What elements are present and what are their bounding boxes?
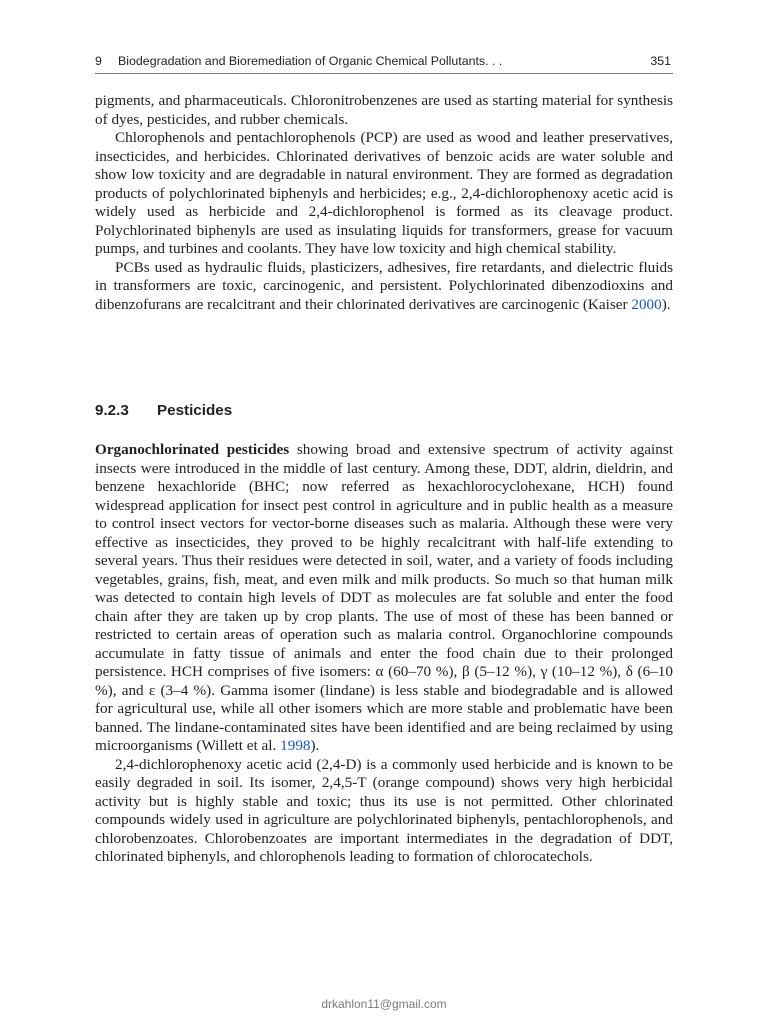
footer-watermark-email: drkahlon11@gmail.com	[321, 997, 447, 1011]
citation-link-willett-1998[interactable]: 1998	[280, 737, 311, 754]
paragraph-text: showing broad and extensive spectrum of activity against insects were introduced in the middle of last century. Among these, DDT, aldrin, dieldrin, and benzene hexachloride (BHC; now referred as hexachlorocyclohexane, HCH) found widespread application for insect pest control in agriculture and in public health as a measure to control insect vectors for vector-borne diseases such as malaria. Although these were very effective as insecticides, they proved to be highly recalcitrant with half-life extending to several years. Thus their residues were detected in soil, water, and a variety of foods including vegetables, grains, fish, meat, and even milk and milk products. So much so that human milk was detected to contain high levels of DDT as molecules are fat soluble and enter the food chain after they are taken up by crop plants. The use of most of these has been banned or restricted to certain areas of operation such as malaria control. Organochlorine compounds accumulate in fatty tissue of animals and enter the food chain due to their prolonged persistence. HCH comprises of five isomers: α (60–70 %), β (5–12 %), γ (10–12 %), δ (6–10 %), and ε (3–4 %). Gamma isomer (lindane) is less stable and biodegradable and is allowed for agricultural use, while all other isomers which are more stable and problematic have been banned. The lindane-contaminated sites have been identified and are being reclaimed by using microorganisms (Willett et al.	[95, 441, 673, 754]
paragraph: 2,4-dichlorophenoxy acetic acid (2,4-D) is a commonly used herbicide and is known to be easily degraded in soil. Its isomer, 2,4,5-T (orange compound) shows very high herbicidal activity but is highly stable and toxic; thus its use is not permitted. Other chlorinated compounds widely used in agriculture are polychlorinated biphenyls, pentachlorophenols, and chlorobenzoates. Chlorobenzoates are important intermediates in the degradation of DDT, chlorinated biphenyls, and chlorophenols leading to formation of chlorocatechols.	[95, 755, 673, 865]
section-heading	[95, 401, 232, 421]
paragraph	[95, 259, 673, 315]
chapter-title: Biodegradation and Bioremediation of Organic Chemical Pollutants. . .	[118, 54, 503, 68]
citation-link-kaiser-2000[interactable]: 2000	[631, 295, 662, 313]
text-block-pesticides	[95, 441, 673, 867]
bold-term: Organochlorinated pesticides	[95, 441, 290, 458]
paragraph	[95, 441, 673, 756]
chapter-number: 9	[95, 54, 102, 68]
text-block-before-section	[95, 92, 673, 314]
section-title: Pesticides	[157, 402, 233, 419]
section-number: 9.2.3	[95, 402, 129, 419]
page-number: 351	[650, 54, 671, 68]
paragraph-text: PCBs used as hydraulic fluids, plasticizers, adhesives, fire retardants, and dielectric fluids in transformers are toxic, carcinogenic, and persistent. Polychlorinated dibenzodioxins and dibenzofurans are recalcitrant and their chlorinated derivatives are carcinogenic (Kaiser	[95, 258, 673, 313]
running-header	[95, 51, 673, 71]
paragraph: pigments, and pharmaceuticals. Chloronitrobenzenes are used as starting material for synthesis of dyes, pesticides, and rubber chemicals.	[95, 92, 673, 128]
paragraph-text: ).	[661, 295, 671, 313]
paragraph: Chlorophenols and pentachlorophenols (PCP) are used as wood and leather preservatives, insecticides, and herbicides. Chlorinated derivatives of benzoic acids are water soluble and show low toxicity and are degradable in natural environment. They are formed as degradation products of polychlorinated biphenyls and herbicides; e.g., 2,4-dichlorophenoxy acetic acid is widely used as herbicide and 2,4-dichlorophenol is formed as its cleavage product. Polychlorinated biphenyls are used as insulating liquids for transformers, grease for vacuum pumps, and turbines and coolants. They have low toxicity and high chemical stability.	[95, 129, 673, 257]
header-rule	[95, 73, 673, 74]
paragraph-text: ).	[310, 737, 320, 754]
